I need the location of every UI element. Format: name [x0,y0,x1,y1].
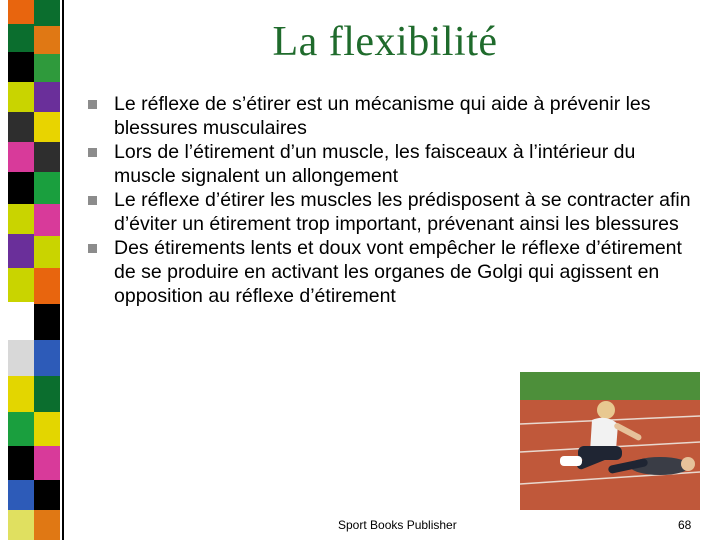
square-bullet-icon [88,148,97,157]
list-item [88,236,698,308]
stripe-column-left [8,0,34,540]
stripe-border-line [62,0,64,540]
bullet-text: Des étirements lents et doux vont empêcher le réflexe d’étirement de se produire en activant les organes de Golgi qui agissent en opposition au réflexe d’étirement [114,237,682,307]
list-item [88,140,698,188]
bullet-text: Lors de l’étirement d’un muscle, les faisceaux à l’intérieur du muscle signalent un allongement [114,141,636,187]
list-item [88,188,698,236]
decorative-side-stripe [0,0,75,540]
stripe-column-right [34,0,60,540]
stretching-photo-illustration [520,372,700,510]
page-number: 68 [678,518,692,532]
square-bullet-icon [88,244,97,253]
bullet-text: Le réflexe d’étirer les muscles les prédisposent à se contracter afin d’éviter un étirement trop important, prévenant ainsi les blessures [114,189,691,235]
slide-title: La flexibilité [272,19,498,65]
bullet-text: Le réflexe de s’étirer est un mécanisme qui aide à prévenir les blessures musculaires [114,93,651,139]
list-item [88,92,698,140]
square-bullet-icon [88,100,97,109]
stretching-photo [520,372,700,510]
bullet-list [88,92,698,308]
square-bullet-icon [88,196,97,205]
footer-publisher: Sport Books Publisher [338,518,457,532]
